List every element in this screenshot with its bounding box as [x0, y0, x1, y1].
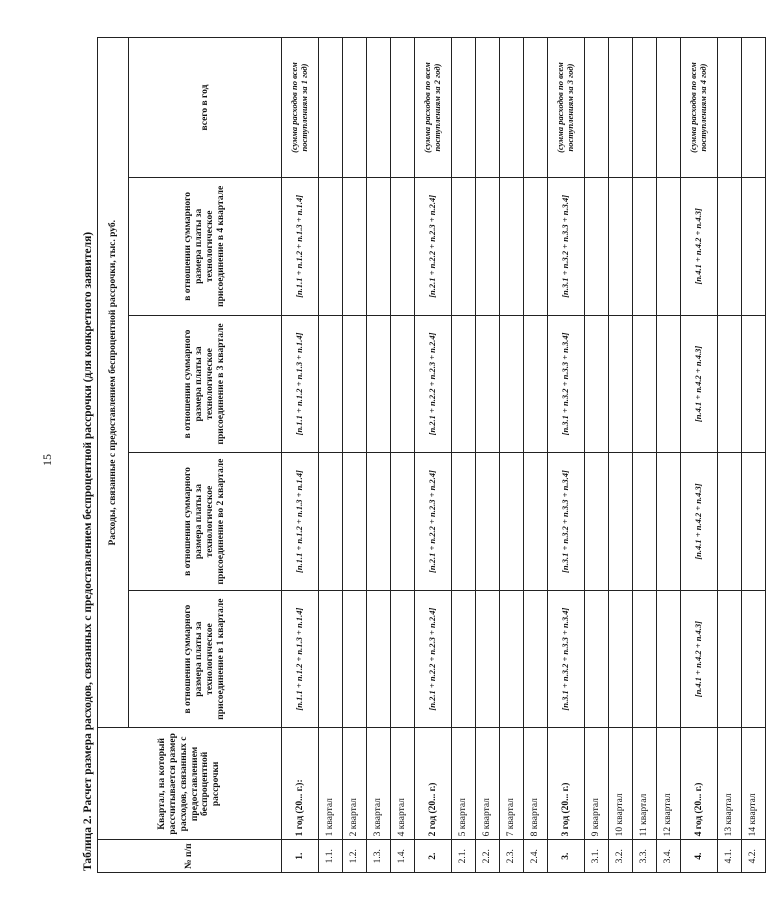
row-q3-cell: [718, 315, 742, 453]
row-q2-cell: [657, 453, 681, 591]
row-period-cell: 12 квартал: [657, 728, 681, 840]
row-year-total-cell: [524, 38, 548, 178]
row-q4-cell: [п.1.1 + п.1.2 + п.1.3 + п.1.4]: [282, 178, 319, 316]
row-q2-cell: [343, 453, 367, 591]
row-q1-cell: [742, 590, 766, 728]
row-period-cell: 2 квартал: [343, 728, 367, 840]
row-number-cell: 1.2.: [343, 840, 367, 873]
row-q3-cell: [500, 315, 524, 453]
row-q1-cell: [367, 590, 391, 728]
row-year-total-cell: [367, 38, 391, 178]
table-row-quarter: [343, 38, 367, 873]
table-row-quarter: [657, 38, 681, 873]
row-period-cell: 14 квартал: [742, 728, 766, 840]
row-number-cell: 3.: [548, 840, 585, 873]
row-year-total-cell: [391, 38, 415, 178]
row-q4-cell: [476, 178, 500, 316]
row-period-cell: 10 квартал: [609, 728, 633, 840]
row-number-cell: 4.1.: [718, 840, 742, 873]
row-year-total-cell: (сумма расходов по всем поступлениям за 2 год): [415, 38, 452, 178]
row-number-cell: 3.1.: [585, 840, 609, 873]
row-q4-cell: [585, 178, 609, 316]
row-q1-cell: [585, 590, 609, 728]
row-q1-cell: [452, 590, 476, 728]
row-number-cell: 3.4.: [657, 840, 681, 873]
row-q1-cell: [500, 590, 524, 728]
row-q3-cell: [367, 315, 391, 453]
table-row-quarter: [718, 38, 742, 873]
table-row-year: [548, 38, 585, 873]
row-period-cell: 3 год (20... г.): [548, 728, 585, 840]
header-q1: в отношении суммарного размера платы за технологическое присоединение в 1 квартале: [129, 590, 282, 728]
row-year-total-cell: [343, 38, 367, 178]
row-period-cell: 3 квартал: [367, 728, 391, 840]
page-number: 15: [40, 454, 54, 466]
row-number-cell: 3.3.: [633, 840, 657, 873]
row-period-cell: 7 квартал: [500, 728, 524, 840]
table-row-quarter: [319, 38, 343, 873]
table-row-year: [282, 38, 319, 873]
row-q3-cell: [391, 315, 415, 453]
row-period-cell: 6 квартал: [476, 728, 500, 840]
row-number-cell: 4.2.: [742, 840, 766, 873]
header-num: № п/п: [98, 840, 282, 873]
row-q3-cell: [п.2.1 + п.2.2 + п.2.3 + п.2.4]: [415, 315, 452, 453]
table-row-quarter: [500, 38, 524, 873]
row-q4-cell: [367, 178, 391, 316]
row-q1-cell: [633, 590, 657, 728]
row-year-total-cell: [657, 38, 681, 178]
row-period-cell: 13 квартал: [718, 728, 742, 840]
row-q4-cell: [п.4.1 + п.4.2 + п.4.3]: [681, 178, 718, 316]
row-q4-cell: [500, 178, 524, 316]
header-year-total: всего в год: [129, 38, 282, 178]
row-q2-cell: [742, 453, 766, 591]
row-number-cell: 1.3.: [367, 840, 391, 873]
row-q3-cell: [657, 315, 681, 453]
row-number-cell: 4.: [681, 840, 718, 873]
row-number-cell: 1.1.: [319, 840, 343, 873]
table-row-quarter: [391, 38, 415, 873]
row-q2-cell: [п.3.1 + п.3.2 + п.3.3 + п.3.4]: [548, 453, 585, 591]
row-q2-cell: [п.2.1 + п.2.2 + п.2.3 + п.2.4]: [415, 453, 452, 591]
header-expenses-group: Расходы, связанные с предоставлением беспроцентной рассрочки, тыс. руб.: [98, 38, 129, 728]
row-q2-cell: [500, 453, 524, 591]
row-q4-cell: [742, 178, 766, 316]
row-q3-cell: [319, 315, 343, 453]
header-period: Квартал, на который рассчитывается размер расходов, связанных с предоставлением беспроцентной рассрочки: [98, 728, 282, 840]
row-q3-cell: [452, 315, 476, 453]
row-q3-cell: [585, 315, 609, 453]
row-q4-cell: [391, 178, 415, 316]
table-row-quarter: [476, 38, 500, 873]
row-q1-cell: [319, 590, 343, 728]
row-q2-cell: [391, 453, 415, 591]
row-q1-cell: [718, 590, 742, 728]
row-q1-cell: [657, 590, 681, 728]
expense-calculation-table: [97, 37, 766, 873]
row-q2-cell: [585, 453, 609, 591]
row-q2-cell: [319, 453, 343, 591]
table-row-quarter: [742, 38, 766, 873]
row-period-cell: 4 квартал: [391, 728, 415, 840]
row-q2-cell: [п.4.1 + п.4.2 + п.4.3]: [681, 453, 718, 591]
row-q1-cell: [609, 590, 633, 728]
table-row-quarter: [524, 38, 548, 873]
row-q4-cell: [452, 178, 476, 316]
row-year-total-cell: [742, 38, 766, 178]
row-year-total-cell: [633, 38, 657, 178]
row-year-total-cell: [585, 38, 609, 178]
row-q3-cell: [п.1.1 + п.1.2 + п.1.3 + п.1.4]: [282, 315, 319, 453]
row-q1-cell: [п.3.1 + п.3.2 + п.3.3 + п.3.4]: [548, 590, 585, 728]
row-q1-cell: [п.2.1 + п.2.2 + п.2.3 + п.2.4]: [415, 590, 452, 728]
row-q2-cell: [452, 453, 476, 591]
table-row-quarter: [609, 38, 633, 873]
row-q4-cell: [319, 178, 343, 316]
row-year-total-cell: (сумма расходов по всем поступлениям за 4 год): [681, 38, 718, 178]
row-q4-cell: [633, 178, 657, 316]
table-row-year: [681, 38, 718, 873]
row-q3-cell: [343, 315, 367, 453]
row-q4-cell: [п.3.1 + п.3.2 + п.3.3 + п.3.4]: [548, 178, 585, 316]
row-q3-cell: [п.3.1 + п.3.2 + п.3.3 + п.3.4]: [548, 315, 585, 453]
rotated-table-container: [79, 33, 759, 873]
table-caption: Таблица 2. Расчет размера расходов, связанных с предоставлением беспроцентной рассрочки (для конкретного заявителя): [82, 231, 94, 871]
row-q1-cell: [524, 590, 548, 728]
row-q4-cell: [609, 178, 633, 316]
row-q1-cell: [п.4.1 + п.4.2 + п.4.3]: [681, 590, 718, 728]
row-q3-cell: [524, 315, 548, 453]
row-q2-cell: [476, 453, 500, 591]
row-period-cell: 1 год (20... г.):: [282, 728, 319, 840]
row-number-cell: 2.2.: [476, 840, 500, 873]
row-q2-cell: [367, 453, 391, 591]
row-q4-cell: [657, 178, 681, 316]
row-period-cell: 2 год (20... г.): [415, 728, 452, 840]
row-q2-cell: [609, 453, 633, 591]
row-q3-cell: [633, 315, 657, 453]
row-q3-cell: [п.4.1 + п.4.2 + п.4.3]: [681, 315, 718, 453]
table-row-quarter: [452, 38, 476, 873]
row-period-cell: 9 квартал: [585, 728, 609, 840]
table-row-year: [415, 38, 452, 873]
row-number-cell: 2.4.: [524, 840, 548, 873]
row-number-cell: 3.2.: [609, 840, 633, 873]
row-q4-cell: [718, 178, 742, 316]
row-year-total-cell: (сумма расходов по всем поступлениям за 3 год): [548, 38, 585, 178]
row-year-total-cell: [452, 38, 476, 178]
row-q2-cell: [633, 453, 657, 591]
row-year-total-cell: [500, 38, 524, 178]
row-q4-cell: [343, 178, 367, 316]
row-q3-cell: [742, 315, 766, 453]
row-period-cell: 8 квартал: [524, 728, 548, 840]
row-number-cell: 2.1.: [452, 840, 476, 873]
row-q1-cell: [391, 590, 415, 728]
row-q1-cell: [п.1.1 + п.1.2 + п.1.3 + п.1.4]: [282, 590, 319, 728]
row-period-cell: 4 год (20... г.): [681, 728, 718, 840]
header-q2: в отношении суммарного размера платы за технологическое присоединение во 2 квартале: [129, 453, 282, 591]
table-row-quarter: [633, 38, 657, 873]
row-q1-cell: [476, 590, 500, 728]
row-q3-cell: [476, 315, 500, 453]
row-q4-cell: [п.2.1 + п.2.2 + п.2.3 + п.2.4]: [415, 178, 452, 316]
header-q3: в отношении суммарного размера платы за технологическое присоединение в 3 квартале: [129, 315, 282, 453]
row-year-total-cell: [319, 38, 343, 178]
row-number-cell: 1.: [282, 840, 319, 873]
table-body: [282, 38, 766, 873]
row-number-cell: 2.3.: [500, 840, 524, 873]
row-q2-cell: [п.1.1 + п.1.2 + п.1.3 + п.1.4]: [282, 453, 319, 591]
row-number-cell: 2.: [415, 840, 452, 873]
table-row-quarter: [585, 38, 609, 873]
row-q3-cell: [609, 315, 633, 453]
row-year-total-cell: (сумма расходов по всем поступлениям за 1 год): [282, 38, 319, 178]
row-q2-cell: [524, 453, 548, 591]
table-row-quarter: [367, 38, 391, 873]
row-q4-cell: [524, 178, 548, 316]
row-year-total-cell: [476, 38, 500, 178]
row-year-total-cell: [609, 38, 633, 178]
row-q2-cell: [718, 453, 742, 591]
row-year-total-cell: [718, 38, 742, 178]
row-number-cell: 1.4.: [391, 840, 415, 873]
row-q1-cell: [343, 590, 367, 728]
row-period-cell: 1 квартал: [319, 728, 343, 840]
header-q4: в отношении суммарного размера платы за технологическое присоединение в 4 квартале: [129, 178, 282, 316]
row-period-cell: 11 квартал: [633, 728, 657, 840]
row-period-cell: 5 квартал: [452, 728, 476, 840]
